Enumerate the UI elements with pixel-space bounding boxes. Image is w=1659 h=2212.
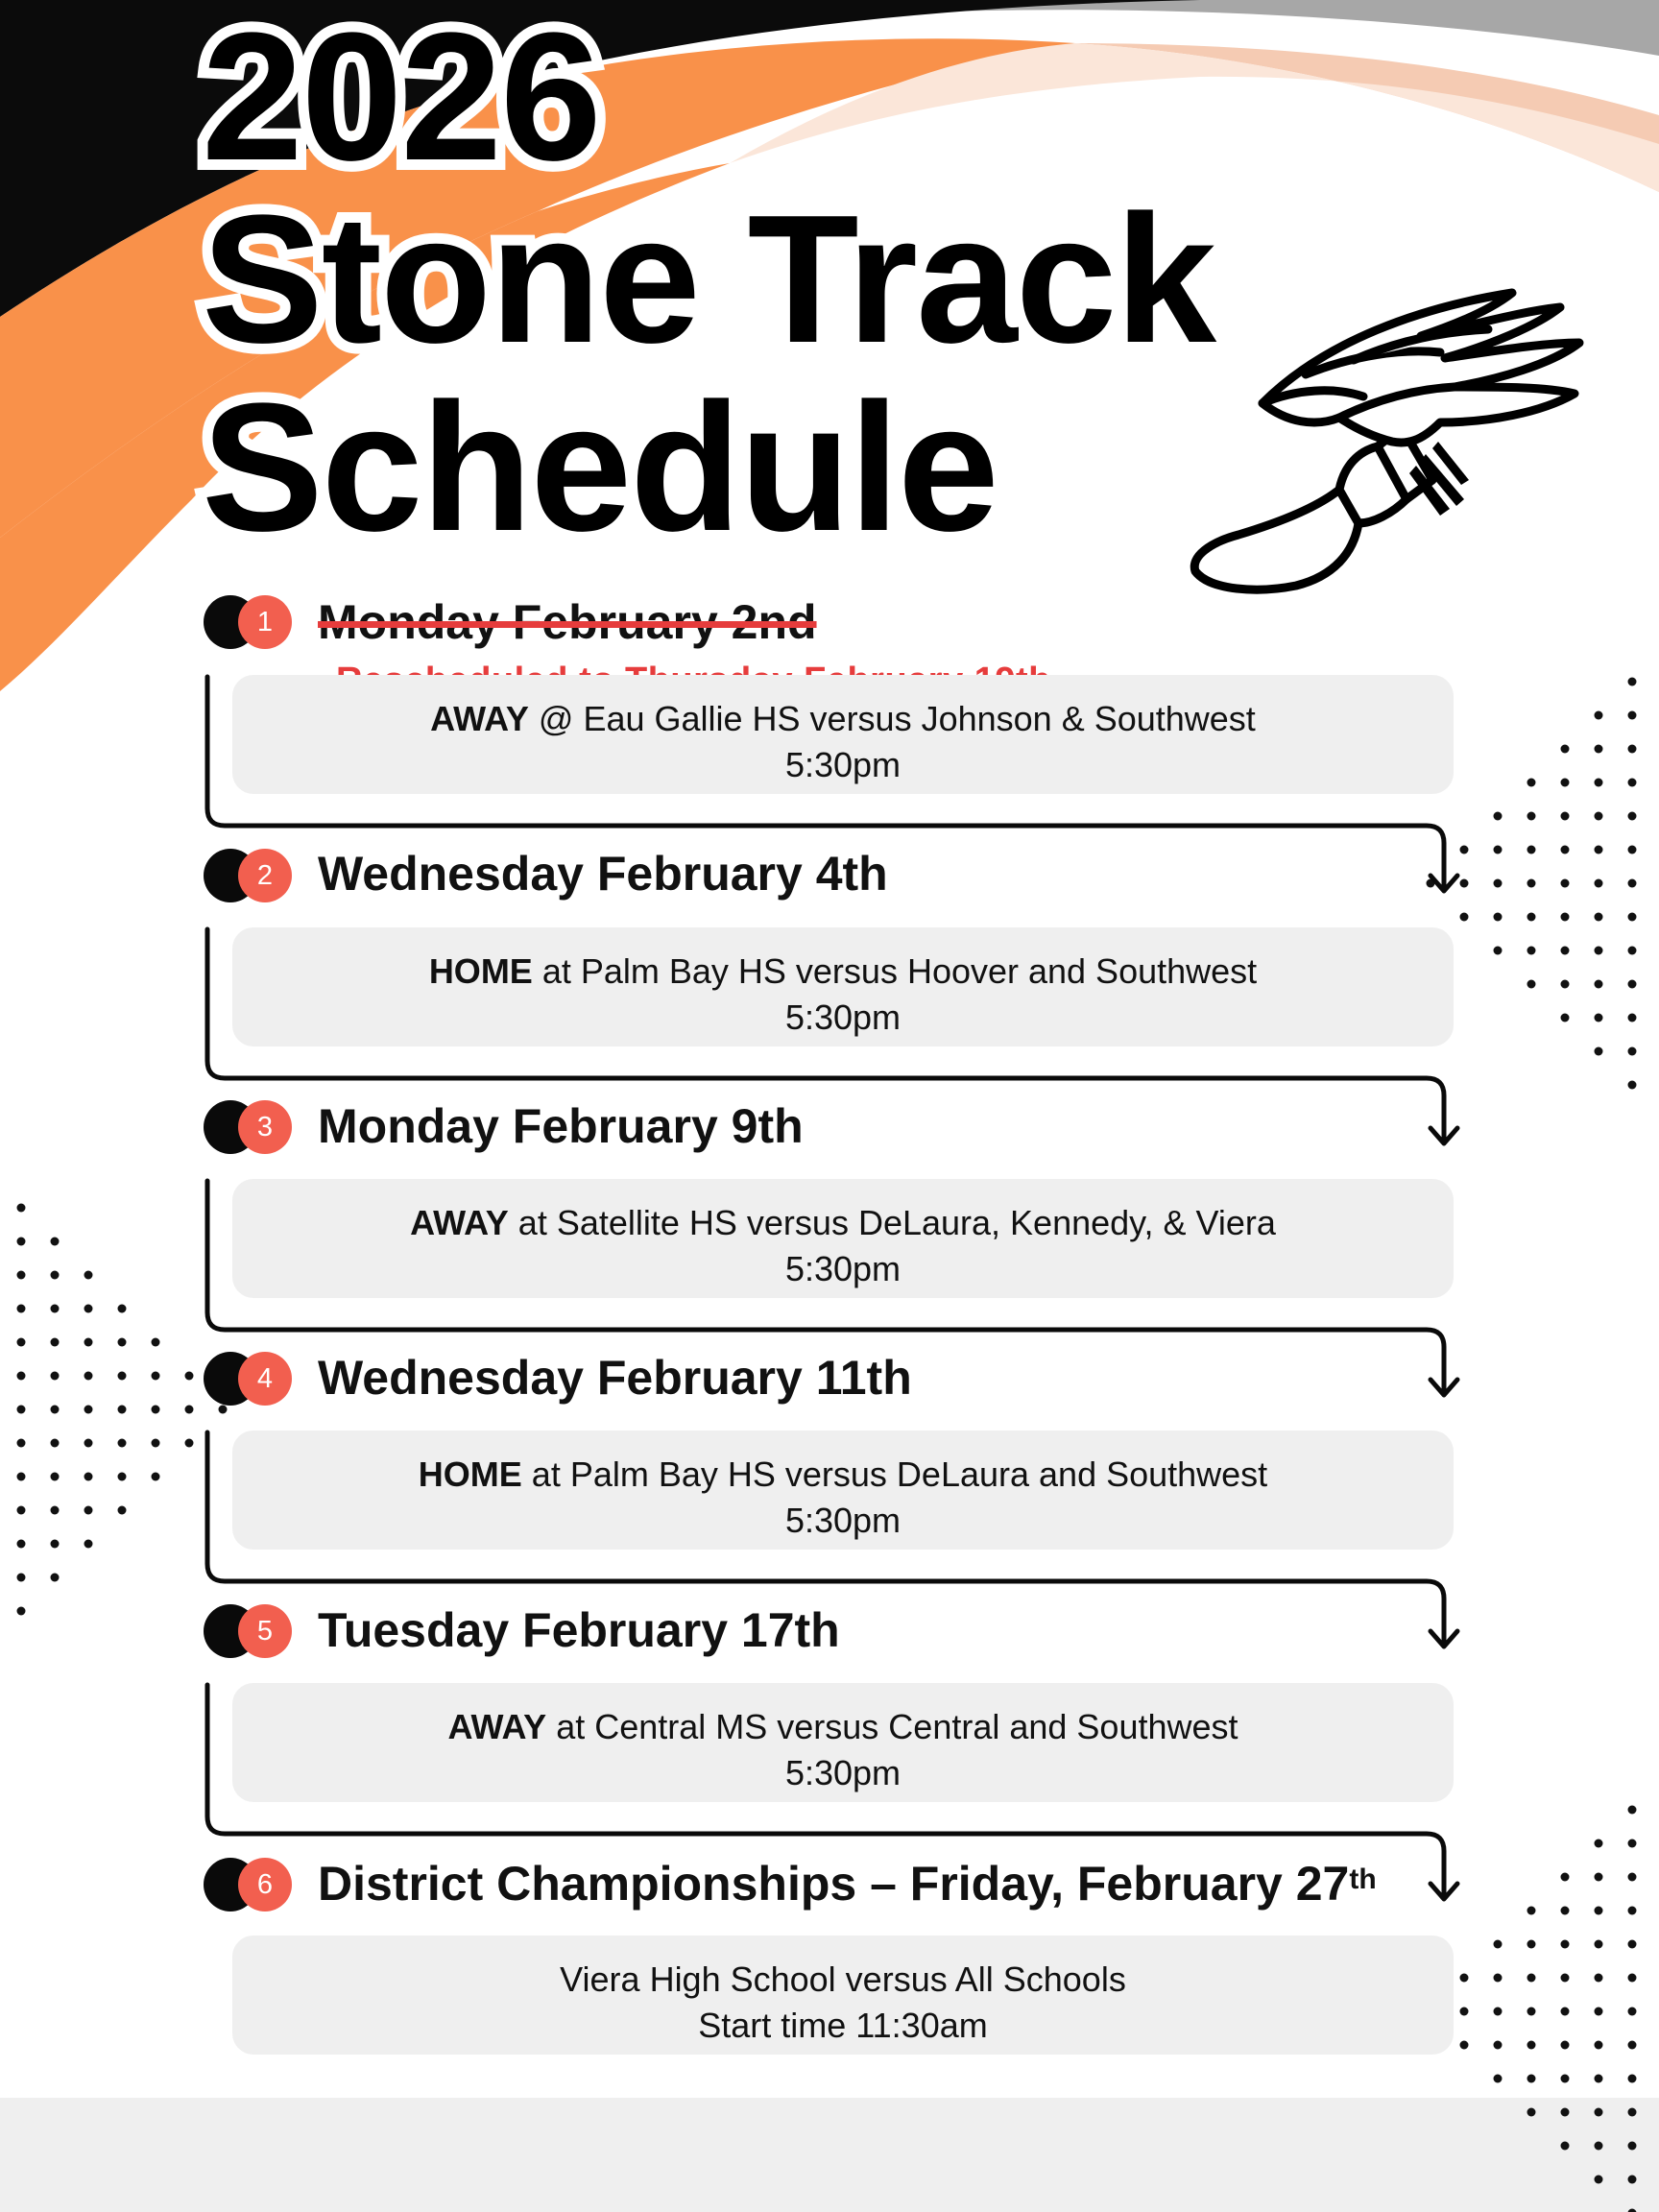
event-detail-card [232,927,1454,1046]
event-details: Viera High School versus All Schools [560,1960,1126,1999]
event-time: 5:30pm [784,1753,902,1792]
event-date-heading: Monday February 9th [318,1099,804,1153]
event-date-heading: Monday February 2nd [318,595,817,649]
event-date-heading: District Championships – Friday, February 27th [318,1857,1377,1911]
event-status: HOME [418,1455,522,1494]
title-year: 2026 [202,0,600,199]
event-details: at Palm Bay HS versus Hoover and Southwest [532,951,1258,991]
event-time: 5:30pm [784,998,902,1037]
event-details: @ Eau Gallie HS versus Johnson & Southwest [528,699,1256,738]
event-number-badge: 1 [204,595,292,649]
event-time: 5:30pm [784,745,902,784]
event-time: Start time 11:30am [698,2006,988,2045]
event-date-heading: Wednesday February 11th [318,1351,912,1405]
event-number-badge: 6 [204,1858,292,1911]
event-time: 5:30pm [784,1249,902,1288]
event-date-heading: Tuesday February 17th [318,1603,840,1657]
event-number-badge: 4 [204,1352,292,1406]
event-time: 5:30pm [784,1501,902,1540]
event-detail-card [232,675,1454,794]
event-detail-card [232,1936,1454,2055]
title-schedule: Schedule [202,366,998,569]
event-detail-card [232,1431,1454,1550]
event-date-heading: Wednesday February 4th [318,847,888,901]
event-number-badge: 2 [204,849,292,902]
event-detail-card [232,1683,1454,1802]
title-name: Stone Track [202,178,1215,381]
event-status: AWAY [410,1203,509,1242]
event-details: at Satellite HS versus DeLaura, Kennedy, & Viera [508,1203,1276,1242]
event-status: AWAY [447,1707,547,1746]
event-number-badge: 5 [204,1604,292,1658]
event-number-badge: 3 [204,1100,292,1154]
event-details: at Palm Bay HS versus DeLaura and Southwest [521,1455,1268,1494]
event-detail-card [232,1179,1454,1298]
event-details: at Central MS versus Central and Southwest [546,1707,1238,1746]
event-status: HOME [428,951,533,991]
event-status: AWAY [430,699,529,738]
date-suffix: th [1349,1863,1377,1895]
